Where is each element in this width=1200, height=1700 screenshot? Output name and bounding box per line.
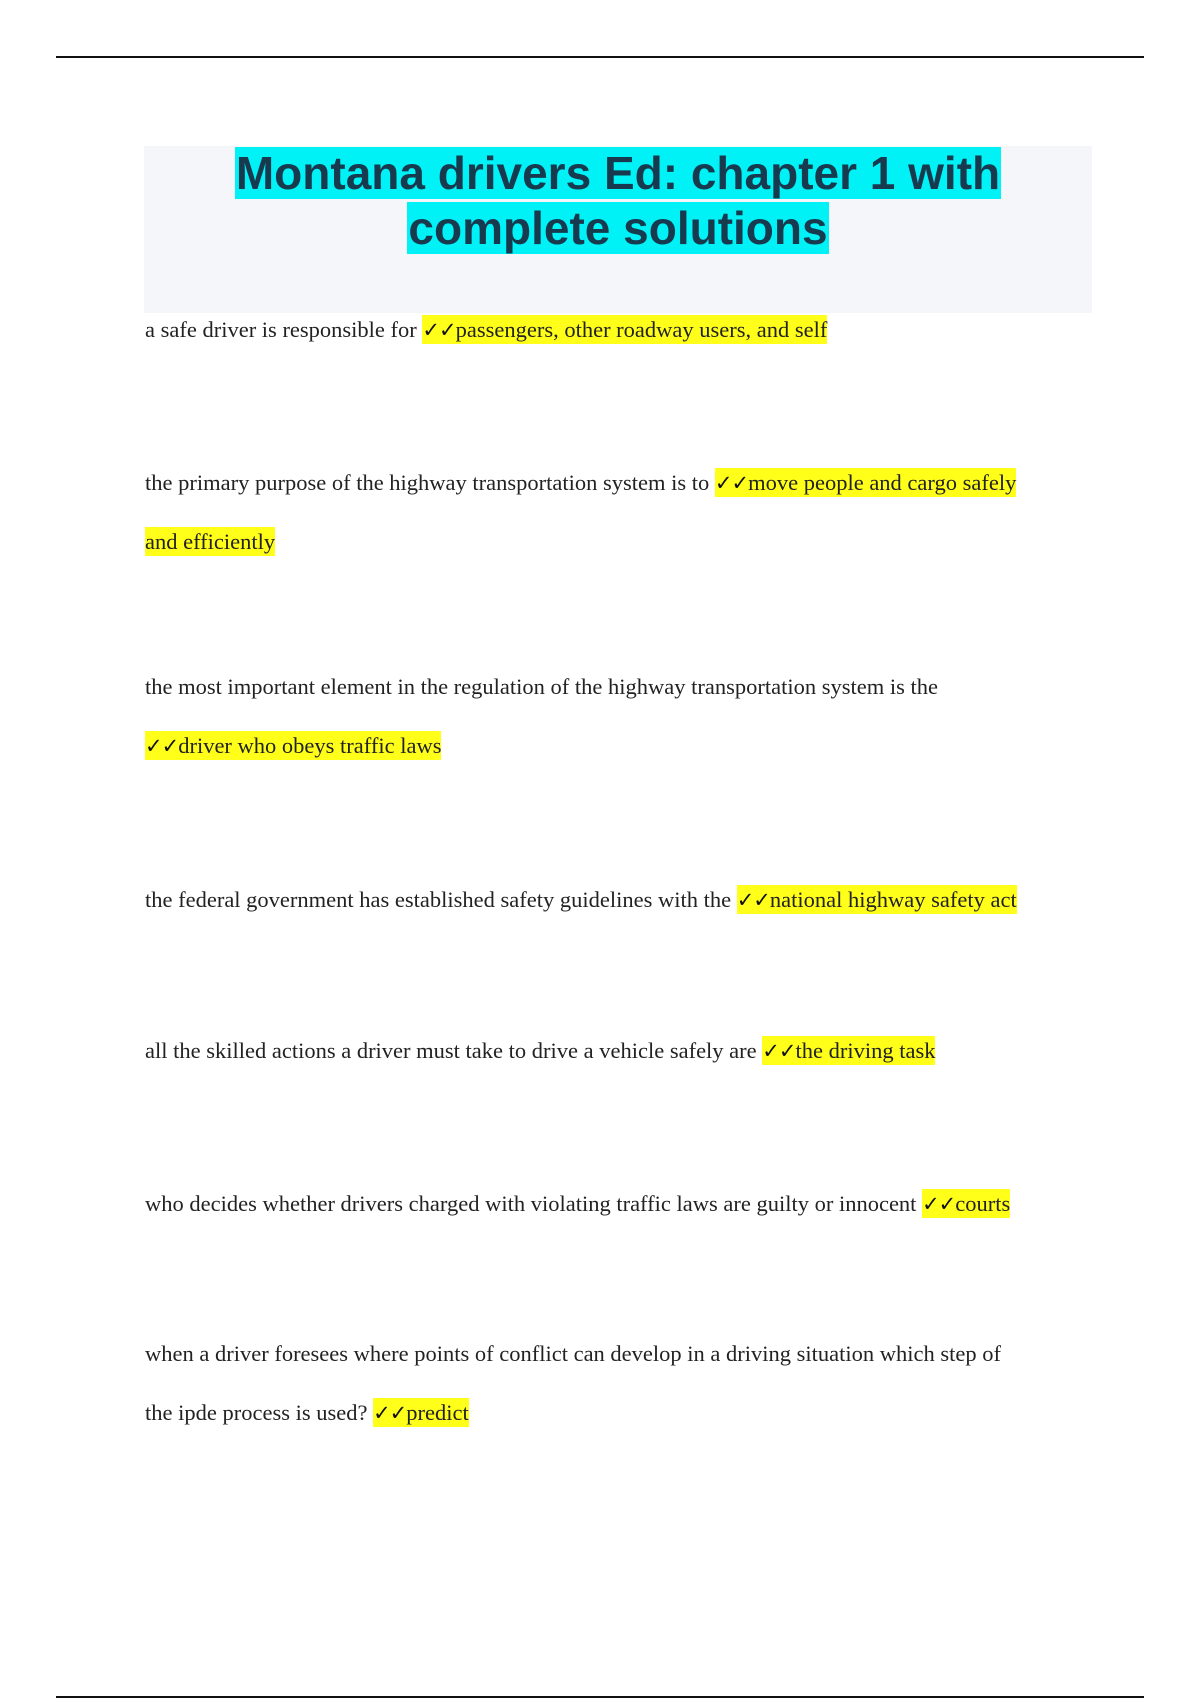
answer-text: national highway safety act <box>769 887 1017 912</box>
qa-item-6 <box>145 1174 1095 1233</box>
answer-highlight <box>422 315 827 344</box>
question-text: all the skilled actions a driver must take to drive a vehicle safely are <box>145 1038 763 1063</box>
double-check-icon: ✓✓ <box>373 1401 407 1425</box>
answer-text: the driving task <box>795 1038 936 1063</box>
double-check-icon: ✓✓ <box>762 1039 796 1063</box>
qa-line <box>145 870 1095 929</box>
answer-highlight <box>715 468 1016 497</box>
qa-line <box>145 300 1095 359</box>
qa-line <box>145 512 1095 571</box>
qa-line <box>145 716 1095 775</box>
question-text: when a driver foresees where points of conflict can develop in a driving situation which step of <box>145 1341 1001 1366</box>
answer-text: driver who obeys traffic laws <box>178 733 442 758</box>
footer-rule <box>56 1696 1144 1698</box>
answer-highlight <box>145 527 275 556</box>
double-check-icon: ✓✓ <box>145 734 179 758</box>
title-block <box>144 146 1092 313</box>
double-check-icon: ✓✓ <box>922 1192 956 1216</box>
qa-line <box>145 657 1095 716</box>
title-line-2: complete solutions <box>408 202 828 254</box>
qa-line <box>145 1324 1095 1383</box>
answer-highlight <box>922 1189 1010 1218</box>
question-text: the ipde process is used? <box>145 1400 374 1425</box>
qa-line <box>145 1383 1095 1442</box>
document-title <box>144 146 1092 256</box>
qa-item-2 <box>145 453 1095 571</box>
answer-highlight <box>373 1398 469 1427</box>
answer-text: and efficiently <box>145 529 276 554</box>
double-check-icon: ✓✓ <box>714 471 749 495</box>
answer-text: move people and cargo safely <box>748 470 1017 495</box>
qa-item-3 <box>145 657 1095 775</box>
qa-line <box>145 1021 1095 1080</box>
qa-line <box>145 453 1095 512</box>
answer-highlight <box>145 731 441 760</box>
answer-text: predict <box>406 1400 469 1425</box>
qa-item-1 <box>145 300 1095 359</box>
qa-item-4 <box>145 870 1095 929</box>
answer-text: passengers, other roadway users, and self <box>455 317 828 342</box>
question-text: the federal government has established safety guidelines with the <box>145 887 737 912</box>
qa-item-5 <box>145 1021 1095 1080</box>
question-text: the most important element in the regulation of the highway transportation system is the <box>145 674 938 699</box>
header-rule <box>56 56 1144 58</box>
question-text: a safe driver is responsible for <box>145 317 423 342</box>
qa-item-7 <box>145 1324 1095 1442</box>
double-check-icon: ✓✓ <box>422 318 456 342</box>
question-text: the primary purpose of the highway transportation system is to <box>145 470 715 495</box>
double-check-icon: ✓✓ <box>736 888 770 912</box>
answer-text: courts <box>955 1191 1011 1216</box>
question-text: who decides whether drivers charged with violating traffic laws are guilty or innocent <box>145 1191 923 1216</box>
answer-highlight <box>762 1036 935 1065</box>
qa-line <box>145 1174 1095 1233</box>
answer-highlight <box>737 885 1017 914</box>
title-line-1: Montana drivers Ed: chapter 1 with <box>235 147 1001 199</box>
